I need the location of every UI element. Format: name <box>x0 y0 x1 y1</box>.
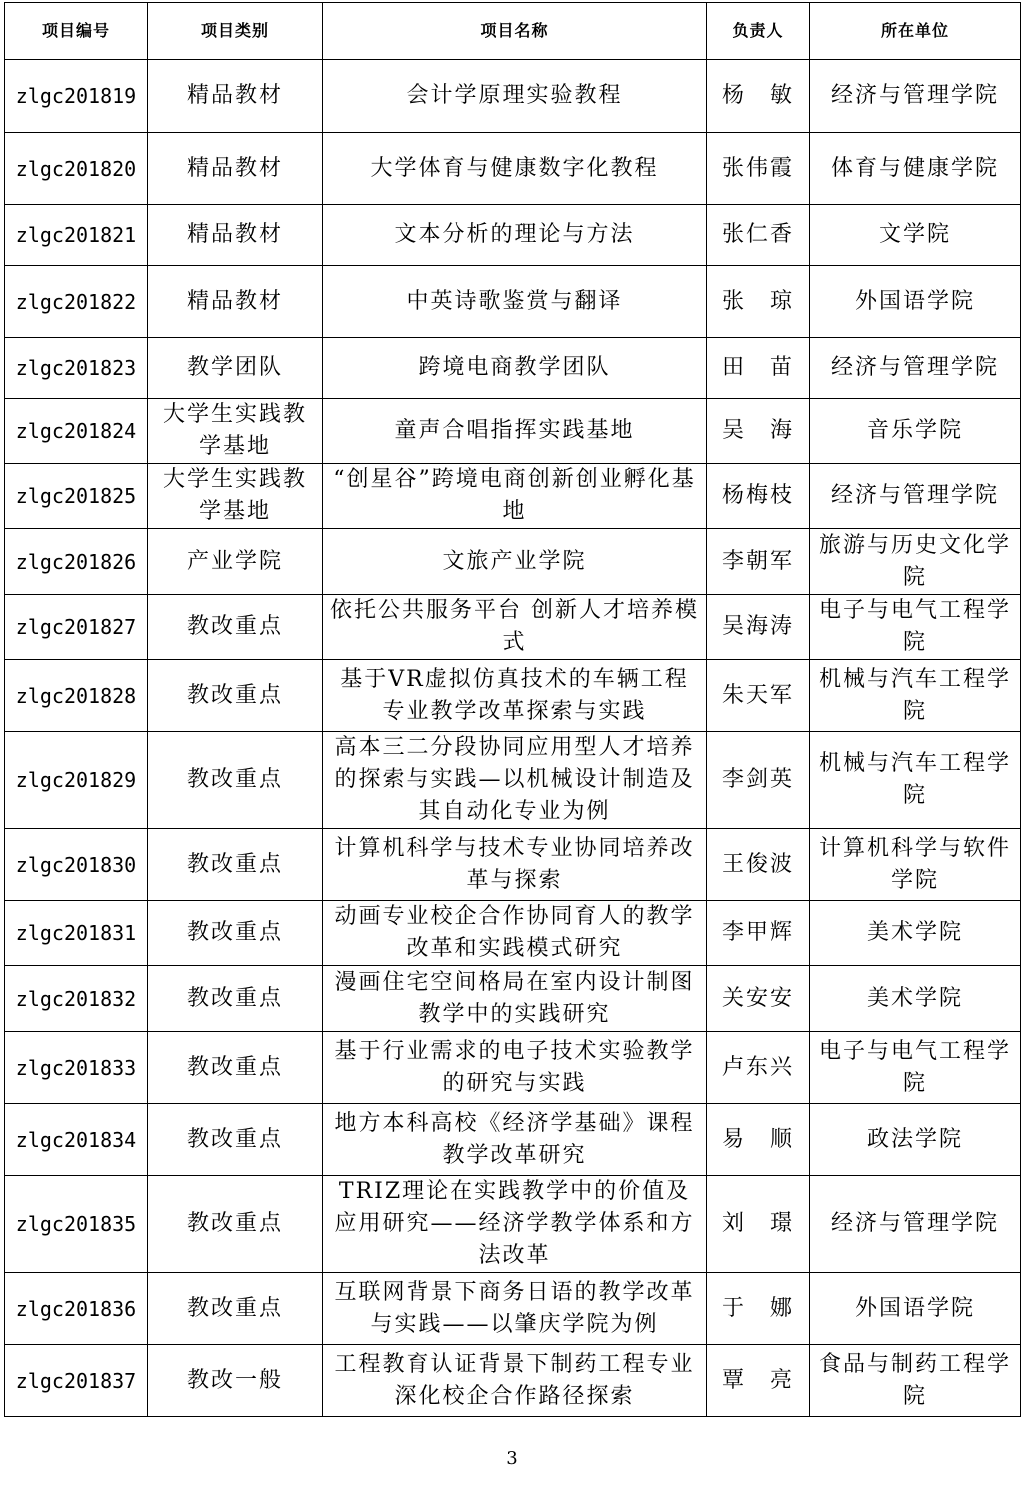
cell-name: 基于行业需求的电子技术实验教学的研究与实践 <box>323 1032 707 1104</box>
cell-code: zlgc201832 <box>5 966 148 1032</box>
cell-category: 教改重点 <box>148 901 323 966</box>
table-row <box>5 338 1021 399</box>
cell-leader: 张仁香 <box>707 205 810 266</box>
cell-unit: 外国语学院 <box>810 266 1021 338</box>
cell-leader: 卢东兴 <box>707 1032 810 1104</box>
cell-code: zlgc201821 <box>5 205 148 266</box>
cell-name: 童声合唱指挥实践基地 <box>323 399 707 464</box>
table-row <box>5 901 1021 966</box>
cell-name: 文本分析的理论与方法 <box>323 205 707 266</box>
table-row <box>5 464 1021 529</box>
cell-unit: 电子与电气工程学院 <box>810 1032 1021 1104</box>
cell-code: zlgc201819 <box>5 60 148 133</box>
table-row <box>5 1176 1021 1273</box>
cell-name: 工程教育认证背景下制药工程专业深化校企合作路径探索 <box>323 1345 707 1417</box>
cell-leader: 刘 璟 <box>707 1176 810 1273</box>
cell-category: 大学生实践教学基地 <box>148 399 323 464</box>
cell-leader: 易 顺 <box>707 1104 810 1176</box>
cell-unit: 美术学院 <box>810 901 1021 966</box>
cell-category: 教改重点 <box>148 732 323 829</box>
header-row <box>5 3 1021 60</box>
cell-category: 教改重点 <box>148 660 323 732</box>
cell-category: 教学团队 <box>148 338 323 399</box>
cell-unit: 机械与汽车工程学院 <box>810 660 1021 732</box>
cell-leader: 于 娜 <box>707 1273 810 1345</box>
cell-code: zlgc201823 <box>5 338 148 399</box>
cell-name: TRIZ理论在实践教学中的价值及应用研究——经济学教学体系和方法改革 <box>323 1176 707 1273</box>
cell-code: zlgc201827 <box>5 595 148 660</box>
table-row <box>5 1273 1021 1345</box>
cell-category: 教改重点 <box>148 1273 323 1345</box>
cell-leader: 李剑英 <box>707 732 810 829</box>
cell-unit: 音乐学院 <box>810 399 1021 464</box>
cell-category: 教改重点 <box>148 966 323 1032</box>
table-row <box>5 966 1021 1032</box>
header-name: 项目名称 <box>323 3 707 60</box>
cell-leader: 张伟霞 <box>707 133 810 205</box>
cell-code: zlgc201825 <box>5 464 148 529</box>
header-category: 项目类别 <box>148 3 323 60</box>
cell-leader: 覃 亮 <box>707 1345 810 1417</box>
cell-leader: 吴 海 <box>707 399 810 464</box>
table-row <box>5 829 1021 901</box>
table-row <box>5 399 1021 464</box>
cell-category: 产业学院 <box>148 529 323 595</box>
cell-leader: 张 琼 <box>707 266 810 338</box>
cell-name: 计算机科学与技术专业协同培养改革与探索 <box>323 829 707 901</box>
cell-category: 教改重点 <box>148 1104 323 1176</box>
table-row <box>5 732 1021 829</box>
cell-leader: 吴海涛 <box>707 595 810 660</box>
cell-code: zlgc201831 <box>5 901 148 966</box>
cell-unit: 经济与管理学院 <box>810 60 1021 133</box>
cell-leader: 李朝军 <box>707 529 810 595</box>
cell-code: zlgc201834 <box>5 1104 148 1176</box>
cell-unit: 文学院 <box>810 205 1021 266</box>
cell-leader: 杨梅枝 <box>707 464 810 529</box>
cell-unit: 美术学院 <box>810 966 1021 1032</box>
cell-name: 跨境电商教学团队 <box>323 338 707 399</box>
page-number: 3 <box>506 1448 518 1469</box>
cell-category: 精品教材 <box>148 133 323 205</box>
cell-category: 大学生实践教学基地 <box>148 464 323 529</box>
cell-unit: 外国语学院 <box>810 1273 1021 1345</box>
cell-leader: 关安安 <box>707 966 810 1032</box>
cell-code: zlgc201829 <box>5 732 148 829</box>
cell-code: zlgc201820 <box>5 133 148 205</box>
header-code: 项目编号 <box>5 3 148 60</box>
table-row <box>5 595 1021 660</box>
cell-name: 地方本科高校《经济学基础》课程教学改革研究 <box>323 1104 707 1176</box>
cell-name: 文旅产业学院 <box>323 529 707 595</box>
cell-code: zlgc201830 <box>5 829 148 901</box>
cell-category: 教改重点 <box>148 1032 323 1104</box>
cell-name: 互联网背景下商务日语的教学改革与实践——以肇庆学院为例 <box>323 1273 707 1345</box>
table-row <box>5 1104 1021 1176</box>
table-row <box>5 660 1021 732</box>
cell-code: zlgc201836 <box>5 1273 148 1345</box>
cell-name: 会计学原理实验教程 <box>323 60 707 133</box>
cell-code: zlgc201822 <box>5 266 148 338</box>
cell-category: 精品教材 <box>148 266 323 338</box>
cell-category: 教改重点 <box>148 595 323 660</box>
cell-unit: 经济与管理学院 <box>810 338 1021 399</box>
cell-category: 教改一般 <box>148 1345 323 1417</box>
cell-name: 大学体育与健康数字化教程 <box>323 133 707 205</box>
cell-unit: 政法学院 <box>810 1104 1021 1176</box>
cell-name: 动画专业校企合作协同育人的教学改革和实践模式研究 <box>323 901 707 966</box>
cell-unit: 旅游与历史文化学院 <box>810 529 1021 595</box>
table-row <box>5 529 1021 595</box>
cell-name: 基于VR虚拟仿真技术的车辆工程专业教学改革探索与实践 <box>323 660 707 732</box>
cell-category: 精品教材 <box>148 60 323 133</box>
table-row <box>5 133 1021 205</box>
table-row <box>5 1032 1021 1104</box>
cell-unit: 经济与管理学院 <box>810 1176 1021 1273</box>
cell-name: 依托公共服务平台 创新人才培养模式 <box>323 595 707 660</box>
cell-code: zlgc201835 <box>5 1176 148 1273</box>
cell-unit: 机械与汽车工程学院 <box>810 732 1021 829</box>
cell-code: zlgc201833 <box>5 1032 148 1104</box>
cell-code: zlgc201837 <box>5 1345 148 1417</box>
cell-unit: 体育与健康学院 <box>810 133 1021 205</box>
cell-name: 高本三二分段协同应用型人才培养的探索与实践—以机械设计制造及其自动化专业为例 <box>323 732 707 829</box>
cell-unit: 计算机科学与软件学院 <box>810 829 1021 901</box>
cell-code: zlgc201828 <box>5 660 148 732</box>
cell-leader: 李甲辉 <box>707 901 810 966</box>
cell-category: 教改重点 <box>148 829 323 901</box>
cell-category: 教改重点 <box>148 1176 323 1273</box>
table-row <box>5 205 1021 266</box>
cell-leader: 王俊波 <box>707 829 810 901</box>
table-row <box>5 266 1021 338</box>
cell-unit: 电子与电气工程学院 <box>810 595 1021 660</box>
cell-leader: 杨 敏 <box>707 60 810 133</box>
cell-code: zlgc201824 <box>5 399 148 464</box>
cell-leader: 田 苗 <box>707 338 810 399</box>
cell-category: 精品教材 <box>148 205 323 266</box>
cell-leader: 朱天军 <box>707 660 810 732</box>
cell-code: zlgc201826 <box>5 529 148 595</box>
table-row <box>5 60 1021 133</box>
cell-name: “创星谷”跨境电商创新创业孵化基地 <box>323 464 707 529</box>
project-table <box>4 2 1021 1417</box>
header-leader: 负责人 <box>707 3 810 60</box>
cell-name: 漫画住宅空间格局在室内设计制图教学中的实践研究 <box>323 966 707 1032</box>
cell-unit: 经济与管理学院 <box>810 464 1021 529</box>
header-unit: 所在单位 <box>810 3 1021 60</box>
cell-name: 中英诗歌鉴赏与翻译 <box>323 266 707 338</box>
table-row <box>5 1345 1021 1417</box>
cell-unit: 食品与制药工程学院 <box>810 1345 1021 1417</box>
